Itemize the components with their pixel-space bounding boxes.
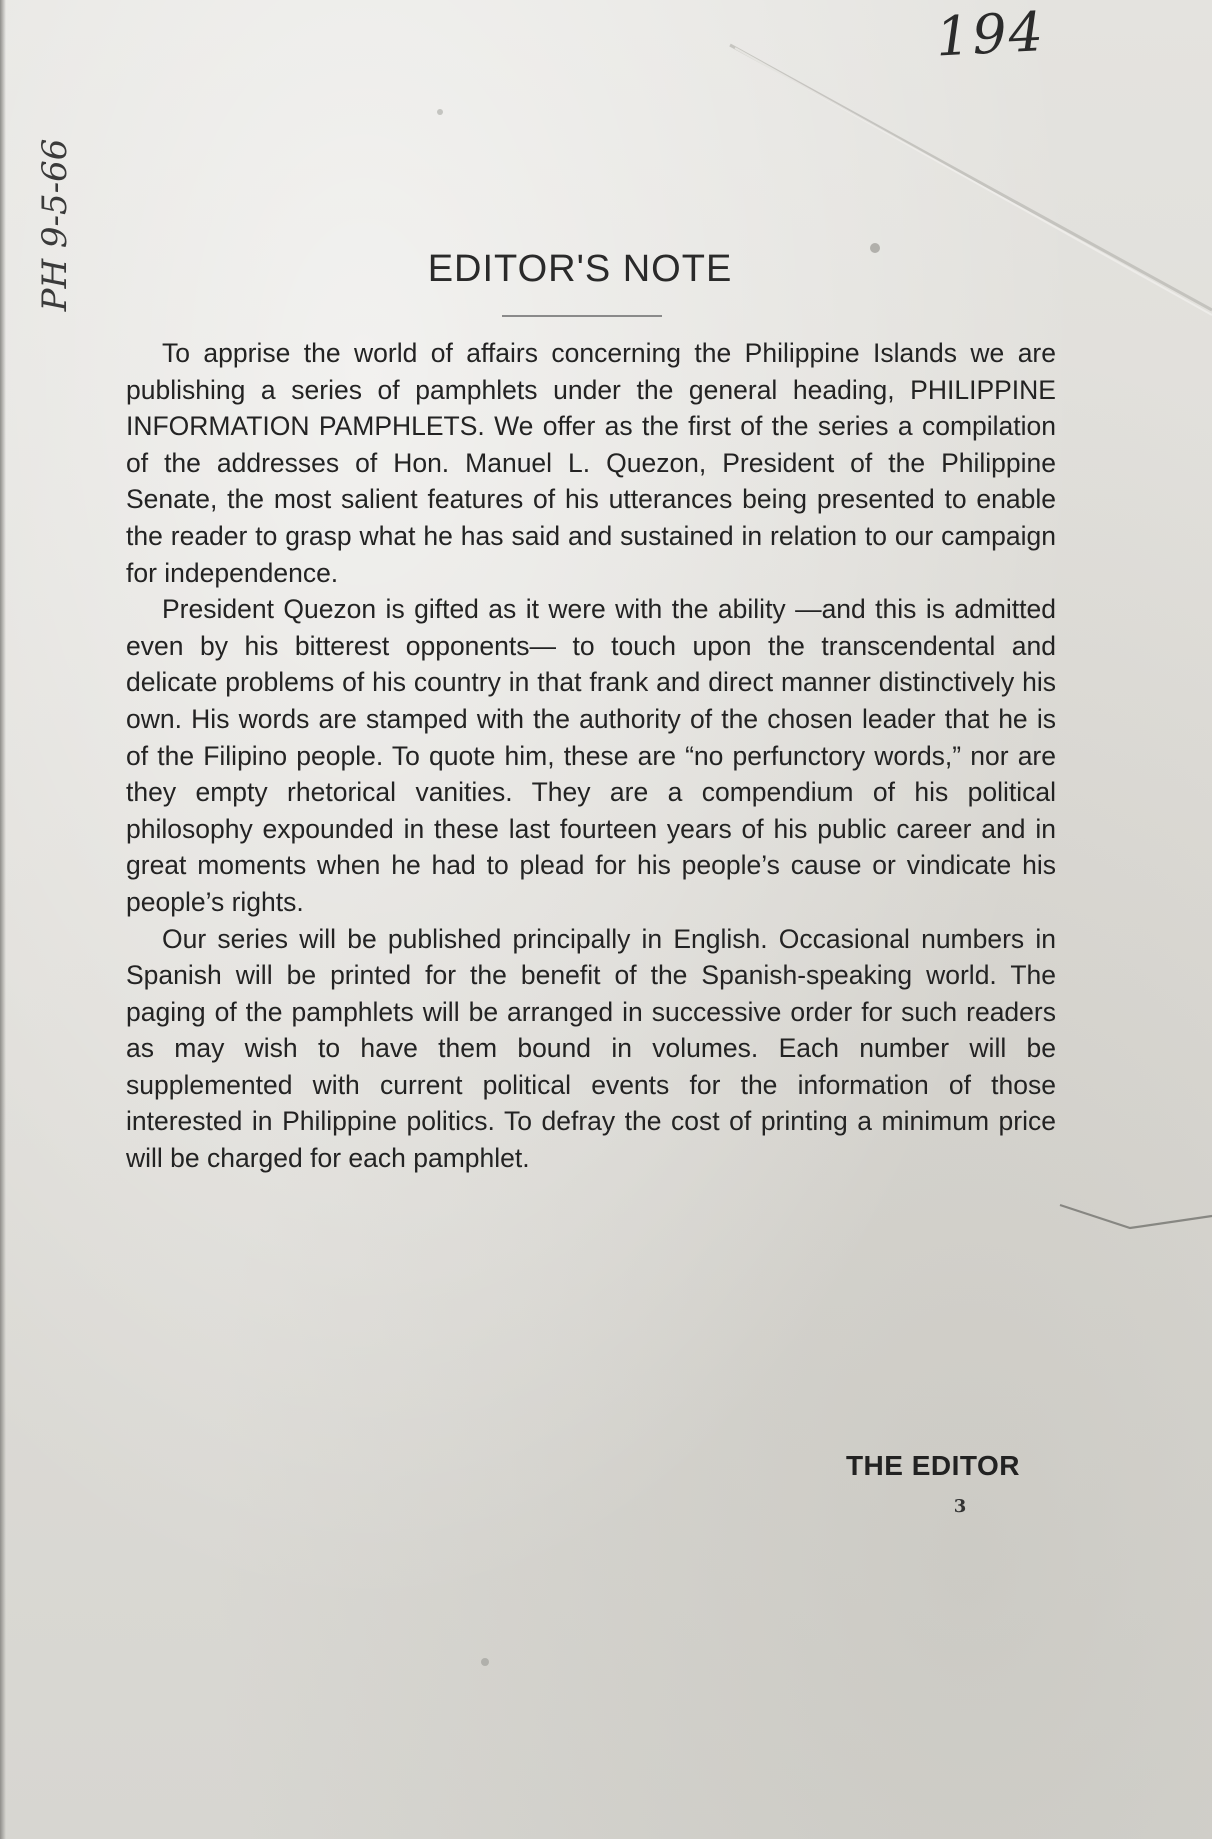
paragraph-3: Our series will be published principally in English. Occasional numbers in Spanish will be printed for the benefit of the Spanish-speaking world. The paging of the pamphlets will be arranged in successive order for such readers as may wish to have them bound in volumes. Each number will be supplemented with current political events for the information of those interested in Philippine politics. To defray the cost of printing a minimum price will be charged for each pamphlet. — [126, 923, 1056, 1174]
paragraph-1: To apprise the world of affairs concerning the Philippine Islands we are publishing a series of pamphlets under the general heading, PHILIPPINE INFORMATION PAMPHLETS. We offer as the first of the series a compilation of the addresses of Hon. Manuel L. Quezon, President of the Philippine Senate, the most salient features of his utterances being presented to enable the reader to grasp what he has said and sustained in relation to our campaign for independence. — [126, 338, 1056, 588]
paragraph-2: President Quezon is gifted as it were with the ability —and this is admitted even by his bitterest opponents— to touch upon the transcendental and delicate problems of his country in that frank and direct manner distinctively his own. His words are stamped with the authority of the chosen leader that he is of the Filipino people. To quote him, these are “no perfunctory words,” nor are they empty rhetorical vanities. They are a compendium of his political philosophy expounded in these last fourteen years of his public career and in great moments when he had to plead for his people’s cause or vindicate his people’s rights. — [126, 594, 1056, 917]
editor-note-body — [126, 335, 1056, 1177]
page-left-edge — [0, 0, 6, 1839]
page-title: EDITOR'S NOTE — [427, 248, 733, 290]
title-divider — [502, 315, 662, 317]
handwritten-page-marker: 194 — [934, 0, 1047, 69]
page-number: 3 — [953, 1496, 967, 1517]
editor-signature: THE EDITOR — [845, 1450, 1020, 1481]
handwritten-margin-note: PH 9-5-66 — [35, 138, 75, 312]
